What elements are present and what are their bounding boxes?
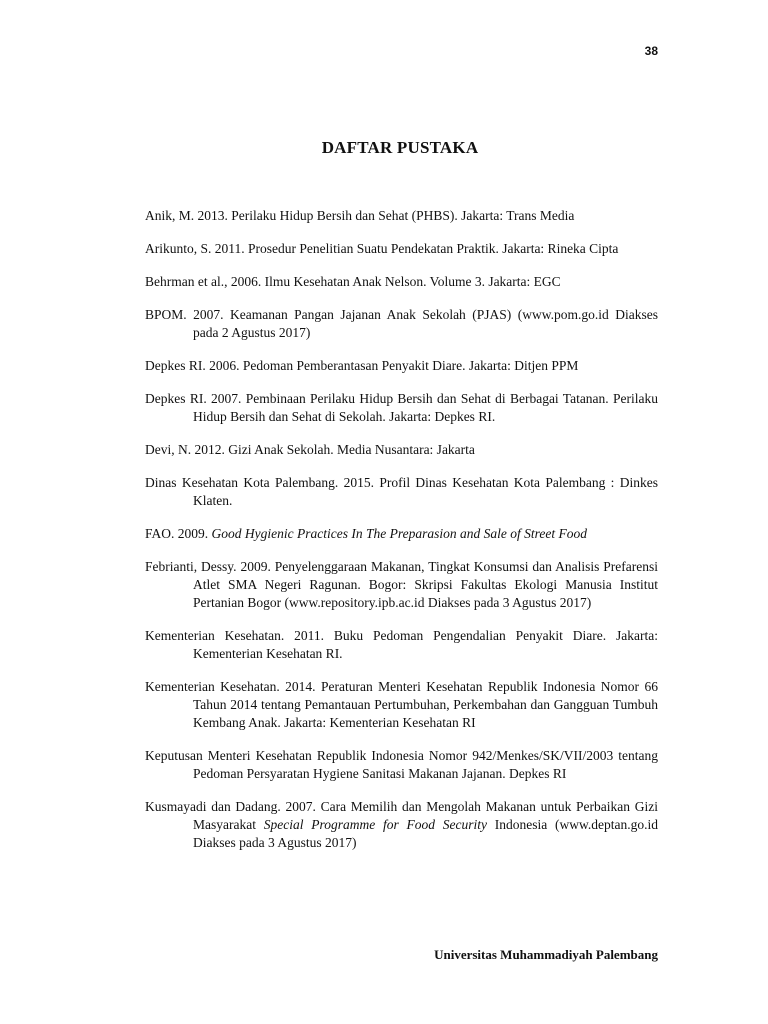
reference-item (145, 306, 658, 342)
reference-text: Depkes RI. 2006. Pedoman Pemberantasan Penyakit Diare. Jakarta: Ditjen PPM (145, 358, 579, 373)
reference-text: Anik, M. 2013. Perilaku Hidup Bersih dan Sehat (PHBS). Jakarta: Trans Media (145, 208, 575, 223)
reference-text: Febrianti, Dessy. 2009. Penyelenggaraan Makanan, Tingkat Konsumsi dan Analisis Prefarensi Atlet SMA Negeri Ragunan. Bogor: Skripsi Fakultas Ekologi Manusia Institut Pertanian Bogor (www.repository.ipb.ac.id Diakses pada 3 Agustus 2017) (145, 559, 658, 610)
reference-item (145, 525, 658, 543)
reference-text: Kementerian Kesehatan. 2014. Peraturan Menteri Kesehatan Republik Indonesia Nomor 66 Tahun 2014 tentang Pemantauan Pertumbuhan, Perkembahan dan Gangguan Tumbuh Kembang Anak. Jakarta: Kementerian Kesehatan RI (145, 679, 658, 730)
reference-item (145, 273, 658, 291)
reference-text: Behrman et al., 2006. Ilmu Kesehatan Anak Nelson. Volume 3. Jakarta: EGC (145, 274, 561, 289)
reference-item (145, 240, 658, 258)
reference-text: Arikunto, S. 2011. Prosedur Penelitian Suatu Pendekatan Praktik. Jakarta: Rineka Cipta (145, 241, 619, 256)
reference-text: Dinas Kesehatan Kota Palembang. 2015. Profil Dinas Kesehatan Kota Palembang : Dinkes Klaten. (145, 475, 658, 508)
reference-text: Kementerian Kesehatan. 2011. Buku Pedoman Pengendalian Penyakit Diare. Jakarta: Kementerian Kesehatan RI. (145, 628, 658, 661)
page-number: 38 (644, 44, 658, 58)
reference-text: Keputusan Menteri Kesehatan Republik Indonesia Nomor 942/Menkes/SK/VII/2003 tentang Pedoman Persyaratan Hygiene Sanitasi Makanan Jajanan. Depkes RI (145, 748, 658, 781)
reference-text: BPOM. 2007. Keamanan Pangan Jajanan Anak Sekolah (PJAS) (www.pom.go.id Diakses pada 2 Agustus 2017) (145, 307, 658, 340)
reference-item (145, 678, 658, 732)
reference-text-prefix: FAO. 2009. (145, 526, 212, 541)
reference-item (145, 207, 658, 225)
reference-item (145, 357, 658, 375)
reference-list (145, 207, 658, 852)
reference-text: Devi, N. 2012. Gizi Anak Sekolah. Media Nusantara: Jakarta (145, 442, 475, 457)
footer-institution: Universitas Muhammadiyah Palembang (434, 947, 658, 962)
reference-italic-title: Special Programme for Food Security (263, 817, 487, 832)
reference-italic-title: Good Hygienic Practices In The Preparasion and Sale of Street Food (211, 526, 587, 541)
reference-item (145, 474, 658, 510)
reference-item (145, 558, 658, 612)
reference-item (145, 747, 658, 783)
reference-text-suffix: Indonesia (www.deptan.go.id Diakses pada 3 Agustus 2017) (193, 817, 658, 850)
reference-item (145, 627, 658, 663)
page-title: DAFTAR PUSTAKA (321, 138, 479, 157)
reference-item (145, 441, 658, 459)
reference-item (145, 390, 658, 426)
reference-text: Depkes RI. 2007. Pembinaan Perilaku Hidup Bersih dan Sehat di Berbagai Tatanan. Perilaku Hidup Bersih dan Sehat di Sekolah. Jakarta: Depkes RI. (145, 391, 658, 424)
reference-text-prefix: Kusmayadi dan Dadang. 2007. Cara Memilih dan Mengolah Makanan untuk Perbaikan Gizi Masyarakat (145, 799, 658, 832)
reference-item (145, 798, 658, 852)
